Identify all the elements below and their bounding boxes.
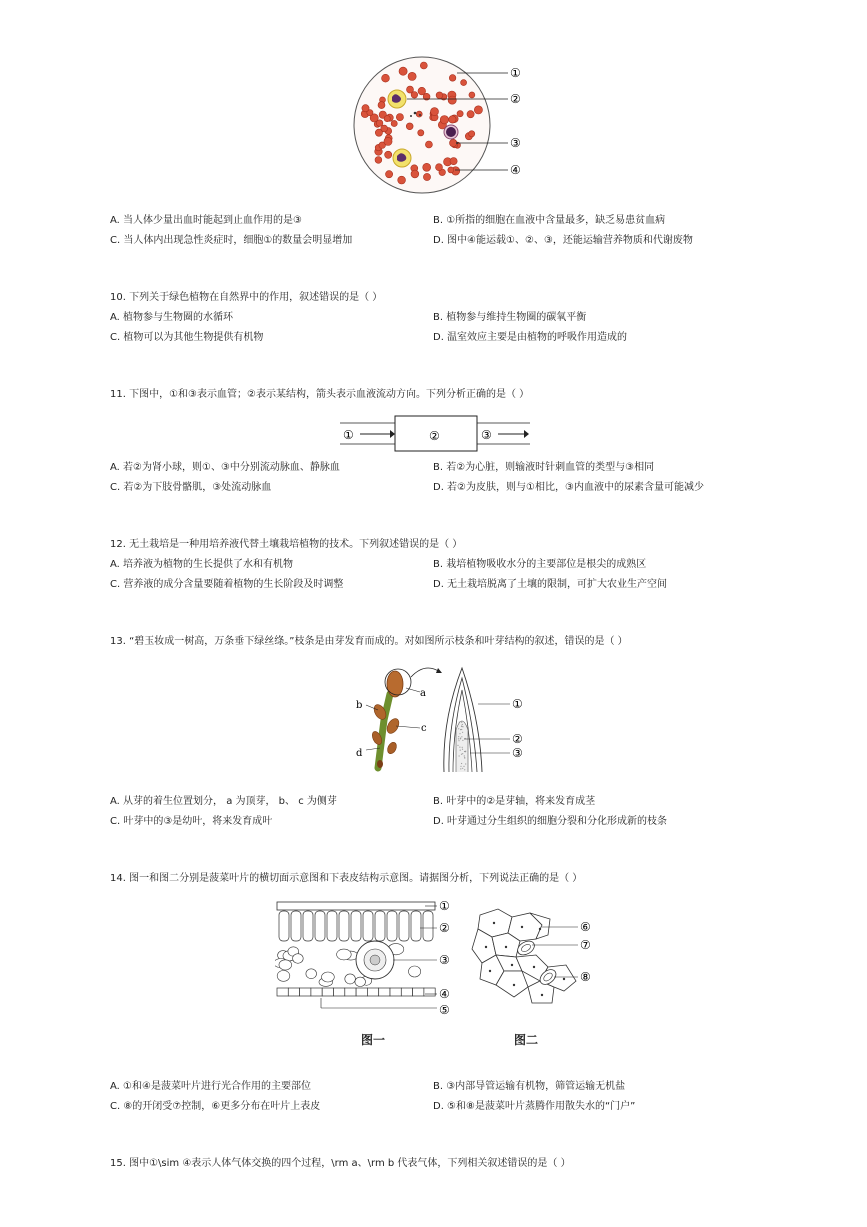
- bud-tissue-dot: [462, 747, 463, 748]
- q15-stem: 15. 图中①\sim ④表示人体气体交换的四个过程，\rm a、\rm b 代表气体，下列相关叙述错误的是（ ）: [110, 1158, 571, 1169]
- palisade-cell: [399, 911, 409, 941]
- red-blood-cell: [423, 173, 430, 180]
- bud-tissue-dot: [460, 738, 461, 739]
- red-blood-cell: [423, 163, 431, 171]
- bud-tissue-dot: [464, 757, 465, 758]
- bud-tissue-dot: [464, 769, 465, 770]
- palisade-cell: [363, 911, 373, 941]
- palisade-cell: [375, 911, 385, 941]
- fig1-caption: 图一: [361, 1033, 386, 1047]
- bud-tissue-dot: [463, 766, 464, 767]
- palisade-cell: [327, 911, 337, 941]
- bud-tissue-dot: [458, 736, 459, 737]
- bud-tissue-dot: [461, 722, 462, 723]
- red-blood-cell: [440, 116, 448, 124]
- red-blood-cell: [385, 151, 392, 158]
- palisade-cell: [423, 911, 433, 941]
- twig-label-a: a: [420, 688, 426, 699]
- lower-epidermis-cell: [356, 988, 367, 996]
- q14-option-d[interactable]: D. ⑤和⑧是菠菜叶片蒸腾作用散失水的“门户”: [433, 1101, 636, 1112]
- bud-tissue-dot: [459, 755, 460, 756]
- leaf-label-1: ①: [439, 899, 450, 913]
- leaf-cross-section-figure: [275, 898, 460, 1020]
- red-blood-cell: [378, 102, 385, 109]
- red-blood-cell: [398, 176, 406, 184]
- q13-stem: 13. “碧玉妆成一树高，万条垂下绿丝绦。”枝条是由芽发育而成的。对如图所示枝条和叶芽结构的叙述，错误的是（ ）: [110, 636, 628, 647]
- epi-label-7: ⑦: [580, 938, 591, 952]
- q12-option-d[interactable]: D. 无土栽培脱离了土壤的限制，可扩大农业生产空间: [433, 579, 668, 590]
- palisade-cell: [279, 911, 289, 941]
- q14-option-c[interactable]: C. ⑧的开闭受⑦控制，⑥更多分布在叶片上表皮: [110, 1101, 321, 1112]
- q12-stem: 12. 无土栽培是一种用培养液代替土壤栽培植物的技术。下列叙述错误的是（ ）: [110, 539, 463, 550]
- q9-option-b[interactable]: B. ①所指的细胞在血液中含量最多，缺乏易患贫血病: [433, 215, 666, 226]
- q11-stem: 11. 下图中，①和③表示血管；②表示某结构，箭头表示血液流动方向。下列分析正确的是（ ）: [110, 389, 530, 400]
- red-blood-cell: [449, 116, 456, 123]
- q9-option-c[interactable]: C. 当人体内出现急性炎症时，细胞①的数量会明显增加: [110, 235, 353, 246]
- q13-option-b[interactable]: B. 叶芽中的②是芽轴，将来发育成茎: [433, 796, 596, 807]
- bud-tissue-dot: [462, 724, 463, 725]
- q9-option-d[interactable]: D. 图中④能运载①、②、③，还能运输营养物质和代谢废物: [433, 235, 693, 246]
- q14-option-a[interactable]: A. ①和④是菠菜叶片进行光合作用的主要部位: [110, 1081, 311, 1092]
- lower-epidermis-cell: [424, 988, 435, 996]
- bud-label-2: ②: [512, 732, 523, 746]
- palisade-cell: [411, 911, 421, 941]
- epi-label-8: ⑧: [580, 970, 591, 984]
- q10-option-c[interactable]: C. 植物可以为其他生物提供有机物: [110, 332, 264, 343]
- red-blood-cell: [448, 167, 454, 173]
- lower-epidermis-cell: [345, 988, 356, 996]
- q13-option-d[interactable]: D. 叶芽通过分生组织的细胞分裂和分化形成新的枝条: [433, 816, 668, 827]
- lower-epidermis-cell: [311, 988, 322, 996]
- twig-label-d: d: [356, 748, 363, 759]
- red-blood-cell: [448, 96, 456, 104]
- red-blood-cell: [376, 120, 383, 127]
- red-blood-cell: [474, 106, 482, 114]
- red-blood-cell: [418, 130, 424, 136]
- lower-epidermis-cell: [390, 988, 401, 996]
- lower-epidermis-cell: [300, 988, 311, 996]
- red-blood-cell: [469, 131, 475, 137]
- red-blood-cell: [384, 116, 390, 122]
- flow-label-3: ③: [481, 428, 492, 442]
- q14-option-b[interactable]: B. ③内部导管运输有机物，筛管运输无机盐: [433, 1081, 626, 1092]
- lower-epidermis-cell: [413, 988, 424, 996]
- twig-label-b: b: [356, 700, 363, 711]
- bud-tissue-dot: [465, 751, 466, 752]
- palisade-cell: [303, 911, 313, 941]
- q11-option-b[interactable]: B. 若②为心脏，则输液时针刺血管的类型与③相同: [433, 462, 655, 473]
- bud-tissue-dot: [458, 738, 459, 739]
- epi-label-6: ⑥: [580, 920, 591, 934]
- red-blood-cell: [467, 111, 474, 118]
- spongy-cell: [322, 972, 335, 982]
- q14-stem: 14. 图一和图二分别是菠菜叶片的横切面示意图和下表皮结构示意图。请据图分析，下列说法正确的是（ ）: [110, 873, 583, 884]
- spongy-cell: [337, 949, 352, 960]
- palisade-cell: [351, 911, 361, 941]
- red-blood-cell: [406, 123, 413, 130]
- blood-label-2: ②: [510, 92, 521, 106]
- red-blood-cell: [411, 170, 419, 178]
- red-blood-cell: [381, 125, 388, 132]
- palisade-cell: [339, 911, 349, 941]
- palisade-cell: [315, 911, 325, 941]
- red-blood-cell: [416, 111, 422, 117]
- lower-epidermis-figure: [470, 905, 600, 1010]
- blood-label-4: ④: [510, 163, 521, 177]
- spongy-cell: [279, 960, 292, 970]
- red-blood-cell: [391, 120, 397, 126]
- spongy-cell: [345, 974, 356, 984]
- red-blood-cell: [408, 72, 416, 80]
- bud-tissue-dot: [461, 754, 462, 755]
- lower-epidermis-cell: [401, 988, 412, 996]
- spongy-cell: [293, 954, 304, 964]
- bud-tissue-dot: [460, 766, 461, 767]
- spongy-cell: [409, 966, 421, 977]
- lower-epidermis-cell: [379, 988, 390, 996]
- spongy-cell: [306, 969, 317, 979]
- red-blood-cell: [450, 139, 457, 146]
- q11-option-c[interactable]: C. 若②为下肢骨骼肌，③处流动脉血: [110, 482, 272, 493]
- bud-tissue-dot: [462, 740, 463, 741]
- red-blood-cell: [375, 157, 382, 164]
- bud-tissue-dot: [458, 728, 459, 729]
- blood-flow-figure: [340, 414, 535, 454]
- bud-tissue-dot: [460, 768, 461, 769]
- red-blood-cell: [386, 171, 393, 178]
- bud-tissue-dot: [462, 726, 463, 727]
- bud-tissue-dot: [459, 722, 460, 723]
- bud-tissue-dot: [464, 751, 465, 752]
- red-blood-cell: [450, 158, 457, 165]
- red-blood-cell: [399, 67, 407, 75]
- bud-tissue-dot: [458, 740, 459, 741]
- lower-epidermis-cell: [277, 988, 288, 996]
- bud-tissue-dot: [459, 747, 460, 748]
- blood-label-1: ①: [510, 66, 521, 80]
- red-blood-cell: [469, 92, 475, 98]
- q9-option-a[interactable]: A. 当人体少量出血时能起到止血作用的是③: [110, 215, 302, 226]
- twig-bud-figure: [350, 660, 530, 775]
- red-blood-cell: [420, 62, 427, 69]
- red-blood-cell: [384, 137, 392, 145]
- q13-option-a[interactable]: A. 从芽的着生位置划分， a 为顶芽， b、 c 为侧芽: [110, 796, 337, 807]
- leaf-label-5: ⑤: [439, 1003, 450, 1017]
- red-blood-cell: [436, 164, 443, 171]
- bud-tissue-dot: [461, 736, 462, 737]
- bud-tissue-dot: [460, 750, 461, 751]
- q12-option-b[interactable]: B. 栽培植物吸收水分的主要部位是根尖的成熟区: [433, 559, 647, 570]
- lower-epidermis-cell: [288, 988, 299, 996]
- bud-tissue-dot: [462, 732, 463, 733]
- red-blood-cell: [425, 141, 432, 148]
- palisade-cell: [291, 911, 301, 941]
- bud-label-3: ③: [512, 746, 523, 760]
- bud-tissue-dot: [459, 733, 460, 734]
- bud-tissue-dot: [465, 763, 466, 764]
- blood-label-3: ③: [510, 136, 521, 150]
- red-blood-cell: [461, 80, 467, 86]
- leaf-label-2: ②: [439, 921, 450, 935]
- bud-label-1: ①: [512, 697, 523, 711]
- bud-tissue-dot: [461, 726, 462, 727]
- red-blood-cell: [382, 74, 390, 82]
- q10-option-a[interactable]: A. 植物参与生物圈的水循环: [110, 312, 234, 323]
- blood-smear-figure: [345, 55, 535, 195]
- q10-option-d[interactable]: D. 温室效应主要是由植物的呼吸作用造成的: [433, 332, 628, 343]
- bud-tissue-dot: [462, 768, 463, 769]
- palisade-cell: [387, 911, 397, 941]
- leaf-label-4: ④: [439, 987, 450, 1001]
- bud-tissue-dot: [462, 749, 463, 750]
- flow-label-1: ①: [343, 428, 354, 442]
- red-blood-cell: [362, 105, 369, 112]
- red-blood-cell: [407, 86, 414, 93]
- bud-tissue-dot: [461, 729, 462, 730]
- spongy-cell: [277, 971, 290, 982]
- leaf-label-3: ③: [439, 953, 450, 967]
- red-blood-cell: [457, 111, 463, 117]
- lower-epidermis-cell: [367, 988, 378, 996]
- red-blood-cell: [436, 92, 443, 99]
- q12-option-a[interactable]: A. 培养液为植物的生长提供了水和有机物: [110, 559, 294, 570]
- red-blood-cell: [431, 108, 439, 116]
- red-blood-cell: [396, 114, 403, 121]
- q10-option-b[interactable]: B. 植物参与维持生物圈的碳氧平衡: [433, 312, 587, 323]
- fig2-caption: 图二: [514, 1033, 539, 1047]
- q13-option-c[interactable]: C. 叶芽中的③是幼叶，将来发育成叶: [110, 816, 273, 827]
- q10-stem: 10. 下列关于绿色植物在自然界中的作用，叙述错误的是（ ）: [110, 292, 383, 303]
- q11-option-d[interactable]: D. 若②为皮肤，则与①相比，③内血液中的尿素含量可能减少: [433, 482, 704, 493]
- twig-label-c: c: [421, 723, 427, 734]
- lower-epidermis-cell: [322, 988, 333, 996]
- q11-option-a[interactable]: A. 若②为肾小球，则①、③中分别流动脉血、静脉血: [110, 462, 340, 473]
- lower-epidermis-cell: [334, 988, 345, 996]
- q12-option-c[interactable]: C. 营养液的成分含量要随着植物的生长阶段及时调整: [110, 579, 344, 590]
- bud-tissue-dot: [464, 755, 465, 756]
- bud-tissue-dot: [461, 763, 462, 764]
- bud-tissue-dot: [460, 729, 461, 730]
- bud-tissue-dot: [462, 753, 463, 754]
- spongy-cell: [355, 977, 366, 986]
- flow-label-2: ②: [429, 429, 440, 443]
- red-blood-cell: [449, 75, 456, 82]
- bud-tissue-dot: [457, 745, 458, 746]
